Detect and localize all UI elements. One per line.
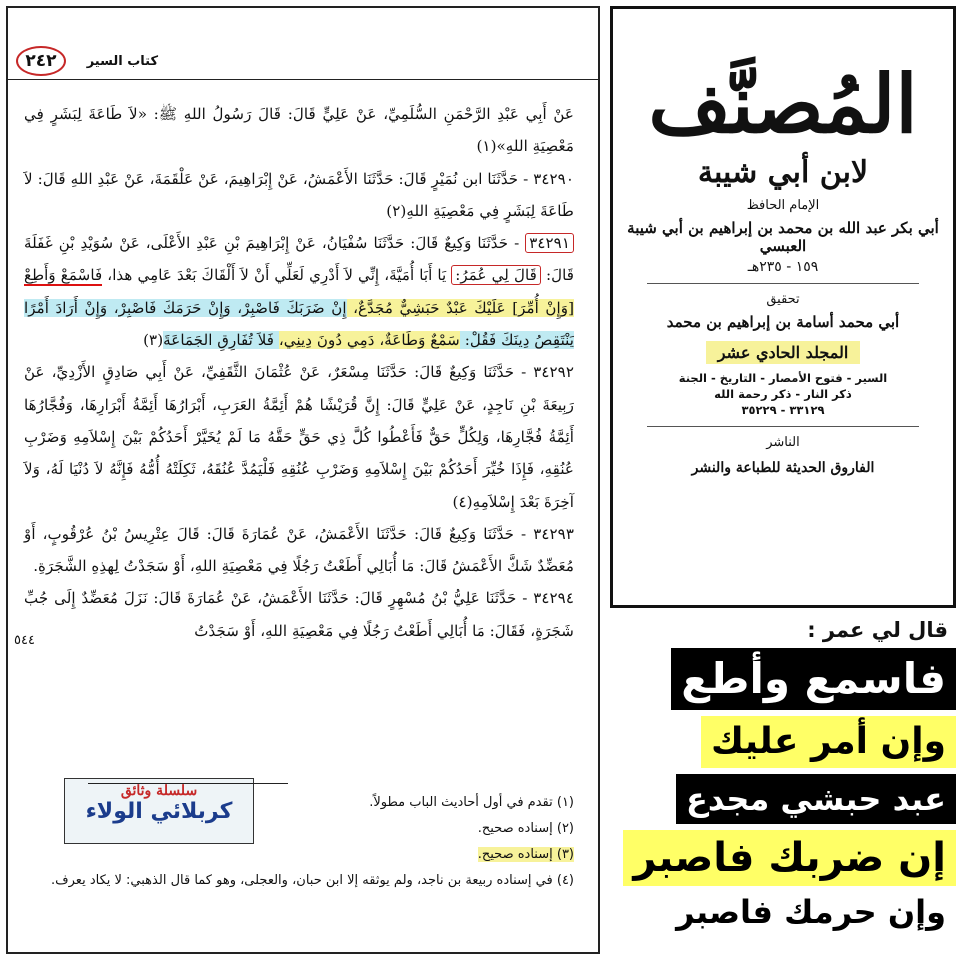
cover-volume: المجلد الحادي عشر [706,341,861,364]
caption-line-5: وإن حرمك فاصبر [676,893,946,931]
cover-dates: ١٥٩ - ٢٣٥هـ [747,259,819,275]
footnote-text: (٢) إسناده صحيح. [477,821,574,836]
footnote-text: (١) تقدم في أول أحاديث الباب مطولاً. [369,795,574,810]
logo-line2: كربلائي الولاء [85,799,233,824]
cover-author: أبي بكر عبد الله بن محمد بن إبراهيم بن أبي شيبة العبسي [627,219,939,255]
text-segment: فَلاَ تُفَارِقِ الجَمَاعَةَ [163,331,279,350]
text-segment: قَالَ لِي عُمَرُ: [451,265,541,285]
hadith-paragraph [24,582,574,647]
cover-contents [613,370,953,418]
book-cover [610,6,956,608]
footnote-text: (٤) في إسناده ربيعة بن ناجد، ولم يوثقه إلا ابن حبان، والعجلى، وهو كما قال الذهبي: لا يكاد يعرف. [51,873,574,888]
page-title: كتاب السير [86,54,158,69]
cover-contents-line3: ٣٣١٢٩ - ٣٥٢٢٩ [741,403,825,417]
book-page [6,6,600,954]
caption-line-2: وإن أمر عليك [701,716,956,768]
footnotes [20,792,574,896]
caption-intro: قال لي عمر : [807,618,948,642]
footnote [20,818,574,840]
text-segment: [وَإِنْ أُمِّرَ] عَلَيْكَ عَبْدٌ حَبَشِيٌّ مُجَدَّعٌ، [346,298,575,317]
page-header [8,46,598,80]
hadith-paragraph [24,163,574,228]
hadith-paragraph [24,98,574,163]
hadith-paragraph [24,227,574,356]
hadith-paragraph [24,356,574,517]
text-segment: وَإِنْ حَرَمَكَ فَاصْبِرْ، [107,298,238,317]
footnote-text: (٣) إسناده صحيح. [477,847,574,862]
text-segment: وَإِنْ أَرَادَ أَمْرًا يَنْتَقِصُ دِينَكَ فَقُلْ: [24,298,574,350]
text-segment: (٢) [386,201,407,220]
hadith-paragraph [24,518,574,583]
text-segment: ٣٤٢٩٠ - حَدَّثَنَا ابن نُمَيْرٍ قَالَ: حَدَّثَنَا الأَعْمَشُ، عَنْ إِبْرَاهِيمَ، عَنْ عَلْقَمَةَ، عَنْ عَبْدِ اللهِ قَالَ: لاَ طَاعَةَ لِبَشَرٍ فِي مَعْصِيَةِ اللهِ [24,169,574,220]
text-segment: ٣٤٢٩٣ - حَدَّثَنَا وَكِيعٌ قَالَ: حَدَّثَنَا الأَعْمَشُ، عَنْ عُمَارَةَ قَالَ: قَالَ عِتْرِيسُ بْنُ عُرْقُوبٍ، أَوْ مُعَضِّدٌ شَكَّ الأَعْمَشُ قَالَ: مَا أُبَالِي أَطَعْتُ رَجُلًا فِي مَعْصِيَةِ اللهِ، أَوْ سَجَدْتُ لِهذِهِ الشَّجَرَةِ. [24,524,574,576]
text-segment: عَنْ أَبِي عَبْدِ الرَّحْمَنِ السُّلَمِيِّ، عَنْ عَلِيٍّ قَالَ: قَالَ رَسُولُ اللهِ ﷺ: «لاَ طَاعَةَ لِبَشَرٍ فِي مَعْصِيَةِ اللهِ» [24,105,574,156]
cover-editor: أبي محمد أسامة بن إبراهيم بن محمد [666,313,900,331]
margin-number: ٥٤٤ [14,633,35,648]
caption-line-1: فاسمع وأطع [671,648,956,710]
text-segment: يَا أَبَا أُمَيَّةَ، إِنِّي لاَ أَدْرِي لَعَلِّي أَنْ لاَ أَلْقَاكَ بَعْدَ عَامِي هذا، [102,266,452,285]
text-segment: فَاسْمَعْ وَأَطِعْ [24,266,103,285]
footnote [20,870,574,892]
cover-tahqiq-label: تحقيق [766,292,800,307]
cover-publisher-label: الناشر [766,435,800,450]
caption-line-4: إن ضربك فاصبر [623,830,956,886]
logo-line1: سلسلة وثائق [120,783,198,799]
footnote [20,792,574,814]
footnote-divider [88,783,288,784]
cover-contents-line1: السير - فتوح الأمصار - التاريخ - الجنة [678,371,888,385]
text-segment: (١) [476,137,497,156]
caption-panel [616,618,956,932]
cover-publisher: الفاروق الحديثة للطباعة والنشر [691,460,875,476]
text-segment: إِنْ ضَرَبَكَ فَاصْبِرْ، [237,298,347,317]
text-segment: سَمْعٌ وَطَاعَةٌ، دَمِي دُونَ دِينِي، [278,331,460,350]
text-segment: ٣٤٢٩٤ - حَدَّثَنَا عَلِيُّ بْنُ مُسْهِرٍ قَالَ: حَدَّثَنَا الأَعْمَشُ، عَنْ عُمَارَةَ قَالَ: نَزَلَ مُعَضِّدٌ إِلَى جُبِّ شَجَرَةٍ، فَقَالَ: مَا أُبَالِي أَطَعْتُ رَجُلًا فِي مَعْصِيَةِ اللهِ، أَوْ سَجَدْتُ [24,589,574,640]
footnote [20,844,574,866]
text-segment: - حَدَّثَنَا وَكِيعٌ قَالَ: حَدَّثَنَا سُفْيَانُ، عَنْ إِبْرَاهِيمَ بْنِ عَبْدِ الأَعْلَى، عَنْ سُوَيْدِ بْنِ غَفَلَةَ قَالَ: [24,234,575,285]
cover-title: المُصنَّف [648,57,918,151]
cover-subtitle: لابن أبي شيبة [697,155,869,190]
cover-divider-2 [647,426,919,427]
hadith-text [24,98,574,647]
cover-divider [647,283,919,284]
cover-contents-line2: ذكر النار - ذكر رحمة الله [714,387,852,401]
caption-line-3: عبد حبشي مجدع [676,774,956,824]
text-segment: (٤) [452,492,473,511]
text-segment: ٣٤٢٩٢ - حَدَّثَنَا وَكِيعٌ قَالَ: حَدَّثَنَا مِسْعَرٌ، عَنْ عُثْمَانَ الثَّقَفِيِّ، عَنْ أَبِي صَادِقٍ الأَزْدِيِّ، عَنْ رَبِيعَةَ بْنِ نَاجِدٍ، عَنْ عَلِيٍّ قَالَ: إِنَّ قُرَيْشًا هُمْ أَئِمَّةُ العَرَبِ، أَبْرَارُهَا أَئِمَّةُ أَبْرَارِهَا، وَفُجَّارُهَا أَئِمَّةُ فُجَّارِهَا، وَلِكُلٍّ حَقٌّ فَأَعْطُوا كُلَّ ذِي حَقٍّ حَقَّهُ مَا لَمْ يُخَيَّرْ أَحَدُكُمْ بَيْنَ إِسْلاَمِهِ وَضَرْبِ عُنُقِهِ، فَإِذَا خُيِّرَ أَحَدُكُمْ بَيْنَ إِسْلاَمِهِ وَضَرْبِ عُنُقِهِ فَلْيَمُدَّ عُنُقَهُ، ثَكِلَتْهُ أُمُّهُ فَإِنَّهُ لاَ دُنْيَا لَهُ، وَلاَ آخِرَةَ بَعْدَ إِسْلاَمِهِ [24,363,574,511]
text-segment: (٣) [143,331,164,350]
cover-imam-label: الإمام الحافظ [746,198,820,213]
page-number: ٢٤٢ [16,46,66,76]
text-segment: ٣٤٢٩١ [525,233,574,253]
